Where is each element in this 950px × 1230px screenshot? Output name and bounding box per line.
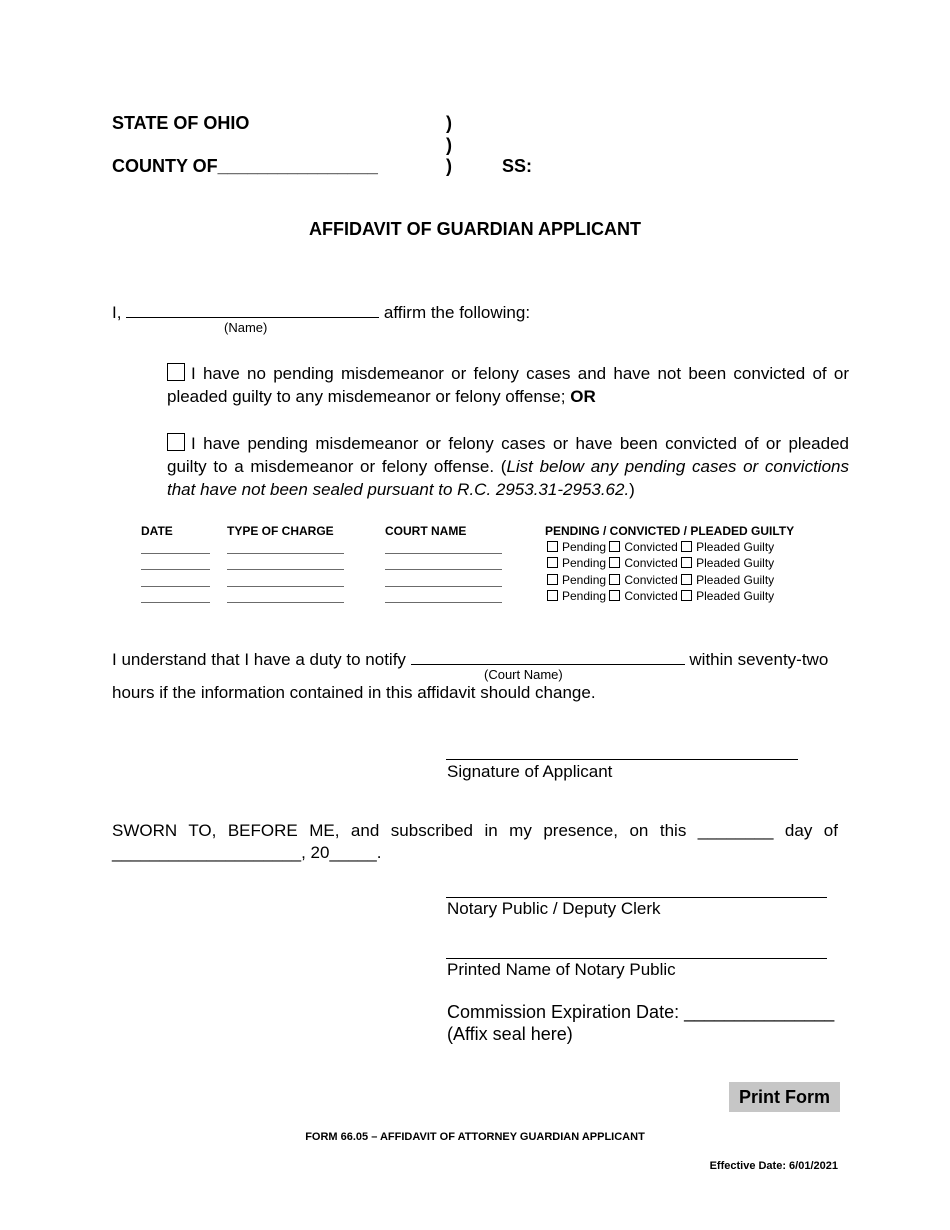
sworn-line-1: SWORN TO, BEFORE ME, and subscribed in my presence, on this ________ day of (112, 821, 838, 840)
row-1-type-field[interactable] (227, 539, 344, 554)
row-1-pleaded-checkbox[interactable] (681, 541, 692, 552)
row-2-convicted-label: Convicted (624, 556, 678, 570)
name-field[interactable] (126, 301, 379, 318)
page-title: AFFIDAVIT OF GUARDIAN APPLICANT (309, 219, 641, 239)
option-or: OR (570, 387, 596, 406)
affirm-prefix: I, (112, 303, 122, 322)
col-status-header: PENDING / CONVICTED / PLEADED GUILTY (545, 524, 795, 538)
row-3-status (547, 573, 774, 587)
notary-signature-line[interactable] (446, 896, 827, 898)
county-label (112, 156, 378, 177)
col-court-header: COURT NAME (385, 524, 467, 538)
row-3-court-field[interactable] (385, 572, 502, 587)
paren-3: ) (446, 156, 452, 176)
row-1-convicted-checkbox[interactable] (609, 541, 620, 552)
row-3-convicted-label: Convicted (624, 573, 678, 587)
option-has-cases-italic: List below any pending cases or convictions that have not been sealed pursuant to R.C. 2953.31-2953.62. (167, 457, 849, 499)
row-1-pending-label: Pending (562, 540, 607, 554)
row-2-date-field[interactable] (141, 555, 210, 570)
paren-1: ) (446, 113, 452, 133)
affirm-line (112, 301, 530, 323)
option-has-cases-close: ) (629, 480, 635, 499)
county-prefix: COUNTY OF (112, 156, 218, 176)
option-has-cases (167, 432, 849, 501)
row-3-pending-label: Pending (562, 573, 607, 587)
option-no-cases (167, 362, 849, 408)
row-3-pleaded-checkbox[interactable] (681, 574, 692, 585)
row-4-type-field[interactable] (227, 588, 344, 603)
option-has-cases-text: I have pending misdemeanor or felony cases or have been convicted of or pleaded guilty to a misdemeanor or felony offense. ( (167, 434, 849, 476)
form-footer: FORM 66.05 – AFFIDAVIT OF ATTORNEY GUARDIAN APPLICANT (305, 1131, 645, 1143)
row-3-convicted-checkbox[interactable] (609, 574, 620, 585)
row-2-pleaded-checkbox[interactable] (681, 557, 692, 568)
commission-expiration[interactable]: Commission Expiration Date: _______________ (447, 1002, 835, 1022)
row-1-convicted-label: Convicted (624, 540, 678, 554)
row-2-pending-label: Pending (562, 556, 607, 570)
row-4-date-field[interactable] (141, 588, 210, 603)
affirm-suffix: affirm the following: (383, 303, 531, 322)
row-4-pending-checkbox[interactable] (547, 590, 558, 601)
row-3-type-field[interactable] (227, 572, 344, 587)
court-name-caption: (Court Name) (484, 667, 563, 682)
row-3-date-field[interactable] (141, 572, 210, 587)
print-form-button[interactable]: Print Form (729, 1082, 840, 1112)
effective-date: Effective Date: 6/01/2021 (709, 1160, 838, 1172)
row-4-pleaded-checkbox[interactable] (681, 590, 692, 601)
seal-note: (Affix seal here) (447, 1024, 573, 1044)
paren-2: ) (446, 135, 452, 155)
ss-label: SS: (502, 156, 533, 176)
row-4-pleaded-label: Pleaded Guilty (696, 589, 775, 603)
row-1-status (547, 540, 774, 554)
name-caption: (Name) (224, 320, 268, 335)
notify-prefix: I understand that I have a duty to notify (112, 650, 406, 669)
row-2-court-field[interactable] (385, 555, 502, 570)
row-2-type-field[interactable] (227, 555, 344, 570)
notify-suffix: within seventy-two (689, 650, 829, 669)
court-name-field[interactable] (411, 648, 685, 665)
applicant-signature-line[interactable] (446, 758, 798, 760)
state-label: STATE OF OHIO (112, 113, 250, 133)
row-2-pending-checkbox[interactable] (547, 557, 558, 568)
notify-line-1 (112, 648, 828, 670)
row-2-status (547, 556, 774, 570)
row-4-pending-label: Pending (562, 589, 607, 603)
row-3-pleaded-label: Pleaded Guilty (696, 573, 775, 587)
county-blank[interactable]: ________________ (217, 156, 378, 176)
notify-line-2: hours if the information contained in this affidavit should change. (112, 683, 596, 702)
row-1-pending-checkbox[interactable] (547, 541, 558, 552)
sworn-line-2[interactable]: ____________________, 20_____. (112, 843, 382, 862)
row-4-convicted-checkbox[interactable] (609, 590, 620, 601)
notary-printed-label: Printed Name of Notary Public (447, 960, 676, 979)
row-2-convicted-checkbox[interactable] (609, 557, 620, 568)
row-1-court-field[interactable] (385, 539, 502, 554)
row-1-pleaded-label: Pleaded Guilty (696, 540, 775, 554)
col-date-header: DATE (141, 524, 173, 538)
row-3-pending-checkbox[interactable] (547, 574, 558, 585)
notary-printed-name-line[interactable] (446, 957, 827, 959)
col-type-header: TYPE OF CHARGE (227, 524, 334, 538)
notary-label: Notary Public / Deputy Clerk (447, 899, 661, 918)
option-no-cases-text: I have no pending misdemeanor or felony cases and have not been convicted of or pleaded guilty to any misdemeanor or felony offense; (167, 364, 849, 406)
row-1-date-field[interactable] (141, 539, 210, 554)
row-4-convicted-label: Convicted (624, 589, 678, 603)
row-4-court-field[interactable] (385, 588, 502, 603)
row-4-status (547, 589, 774, 603)
applicant-signature-label: Signature of Applicant (447, 762, 613, 781)
option-has-cases-checkbox[interactable] (167, 433, 185, 451)
row-2-pleaded-label: Pleaded Guilty (696, 556, 775, 570)
option-no-cases-checkbox[interactable] (167, 363, 185, 381)
